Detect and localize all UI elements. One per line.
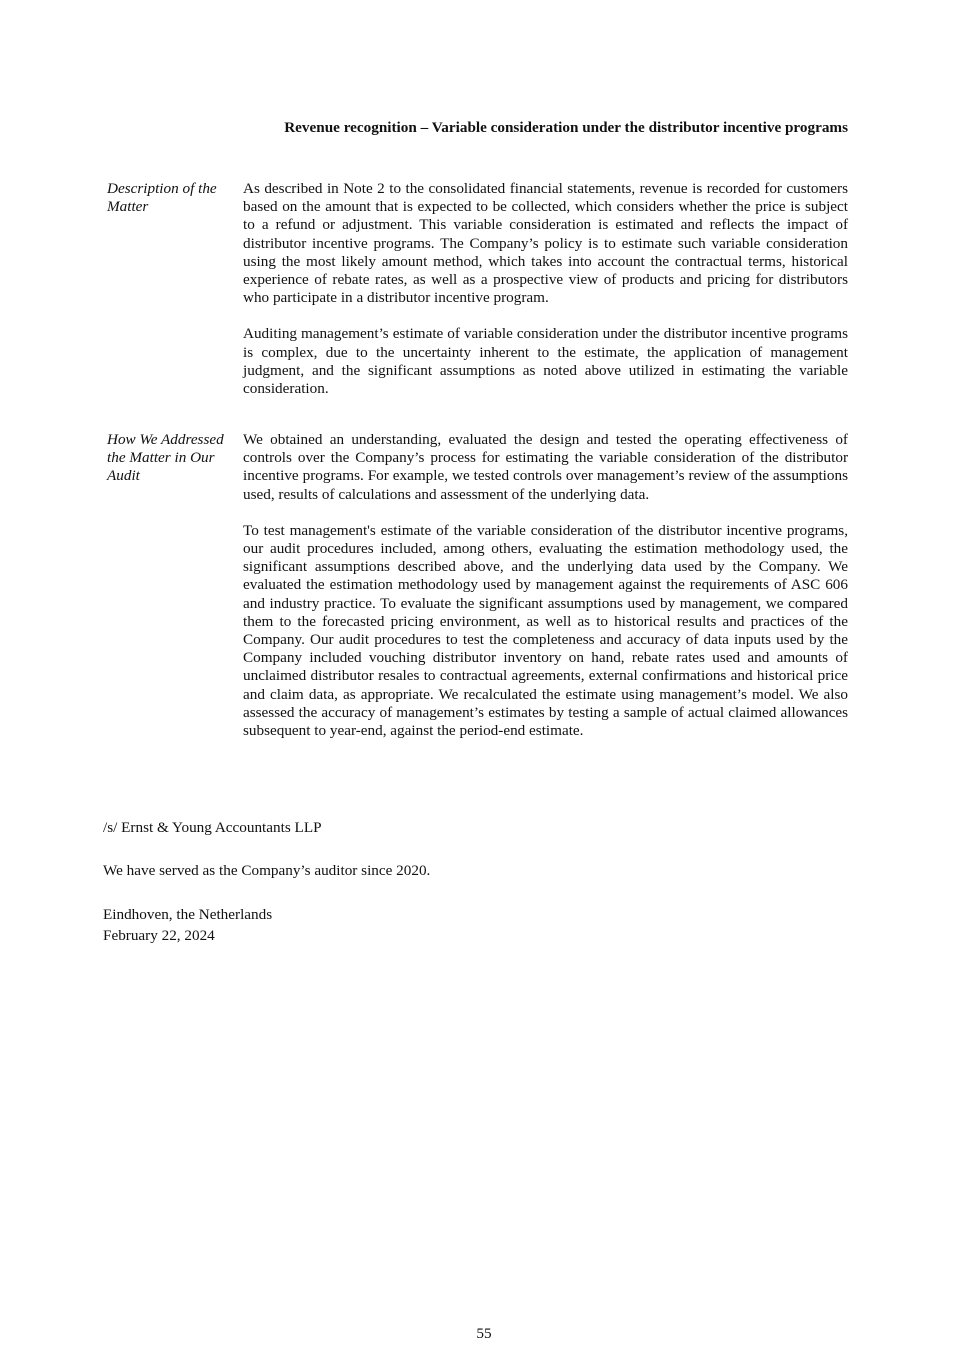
signing-date: February 22, 2024 (103, 927, 215, 944)
matter-paragraph: We obtained an understanding, evaluated the design and tested the operating effectiveness of controls over the Company’s process for estimating the variable consideration of the distributor incentive programs. For example, we tested controls over management’s review of the assumptions used, results of calculations and assessment of the underlying data. (243, 431, 848, 503)
auditor-signature: /s/ Ernst & Young Accountants LLP (103, 819, 322, 836)
matter-body (243, 431, 848, 758)
auditor-tenure-statement: We have served as the Company’s auditor since 2020. (103, 862, 431, 879)
matter-paragraph: As described in Note 2 to the consolidated financial statements, revenue is recorded for customers based on the amount that is expected to be collected, which considers whether the price is subject to a refund or adjustment. This variable consideration is estimated and reflects the impact of distributor incentive programs. The Company’s policy is to estimate such variable consideration using the most likely amount method, which takes into account the contractual terms, historical experience of rebate rates, as well as a prospective view of products and pricing for distributors who participate in a distributor incentive program. (243, 180, 848, 307)
page-number: 55 (476, 1325, 492, 1342)
signing-location: Eindhoven, the Netherlands (103, 906, 273, 923)
matter-label: How We Addressed the Matter in Our Audit (107, 431, 224, 485)
section-heading: Revenue recognition – Variable consideration under the distributor incentive programs (284, 119, 848, 136)
matter-label: Description of the Matter (107, 180, 217, 216)
matter-body (243, 180, 848, 416)
matter-paragraph: To test management's estimate of the variable consideration of the distributor incentive programs, our audit procedures included, among others, evaluating the estimation methodology used, the significant assumptions described above, and the underlying data used by the Company. We evaluated the estimation methodology used by management against the requirements of ASC 606 and industry practice. To evaluate the significant assumptions used by management, we compared them to the forecasted pricing environment, as well as to historical results and practices of the Company. Our audit procedures to test the completeness and accuracy of data inputs used by the Company included vouching distributor inventory on hand, rebate rates used and amounts of unclaimed distributor resales to contractual agreements, external confirmations and historical price and claim data, as appropriate. We recalculated the estimate using management’s model. We also assessed the accuracy of management’s estimates by testing a sample of actual claimed allowances subsequent to year-end, against the period-end estimate. (243, 521, 848, 740)
matter-paragraph: Auditing management’s estimate of variable consideration under the distributor incentive programs is complex, due to the uncertainty inherent to the estimate, the application of management judgment, and the significant assumptions as noted above utilized in estimating the variable consideration. (243, 325, 848, 398)
